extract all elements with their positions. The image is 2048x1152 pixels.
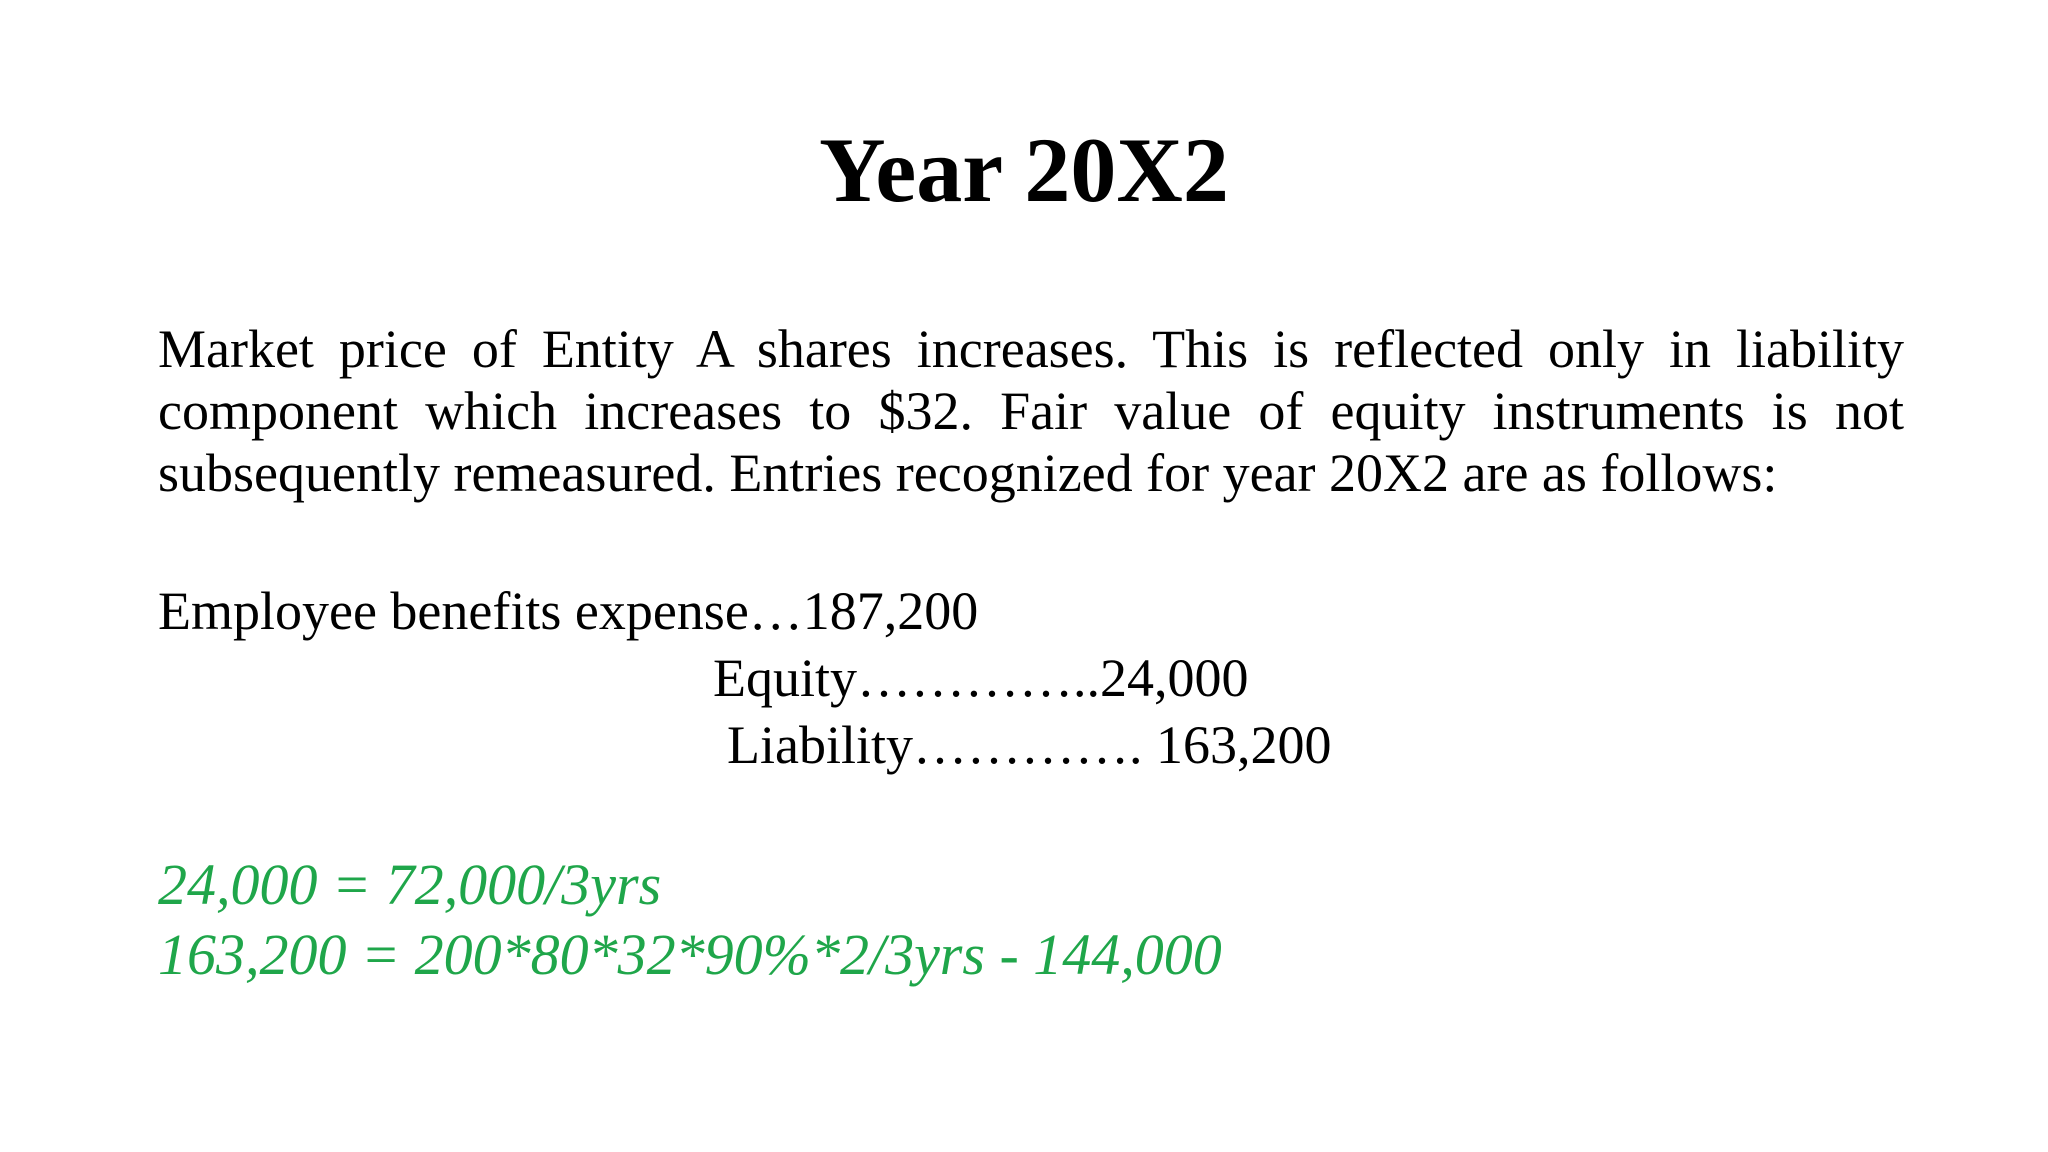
- calculation-equity: 24,000 = 72,000/3yrs: [158, 852, 662, 917]
- journal-entry-equity-credit: Equity…………..24,000: [713, 648, 1249, 708]
- intro-paragraph: [158, 318, 1904, 504]
- slide-title: Year 20X2: [819, 119, 1229, 221]
- journal-entry-debit: Employee benefits expense…187,200: [158, 581, 979, 641]
- calculation-liability: 163,200 = 200*80*32*90%*2/3yrs - 144,000: [158, 922, 1222, 987]
- journal-entry-liability-credit: Liability…………. 163,200: [727, 715, 1332, 775]
- intro-line: component which increases to $32. Fair value of equity instruments is not: [158, 381, 1904, 441]
- intro-line: subsequently remeasured. Entries recognized for year 20X2 are as follows:: [158, 443, 1778, 503]
- intro-line: Market price of Entity A shares increases. This is reflected only in liability: [158, 319, 1904, 379]
